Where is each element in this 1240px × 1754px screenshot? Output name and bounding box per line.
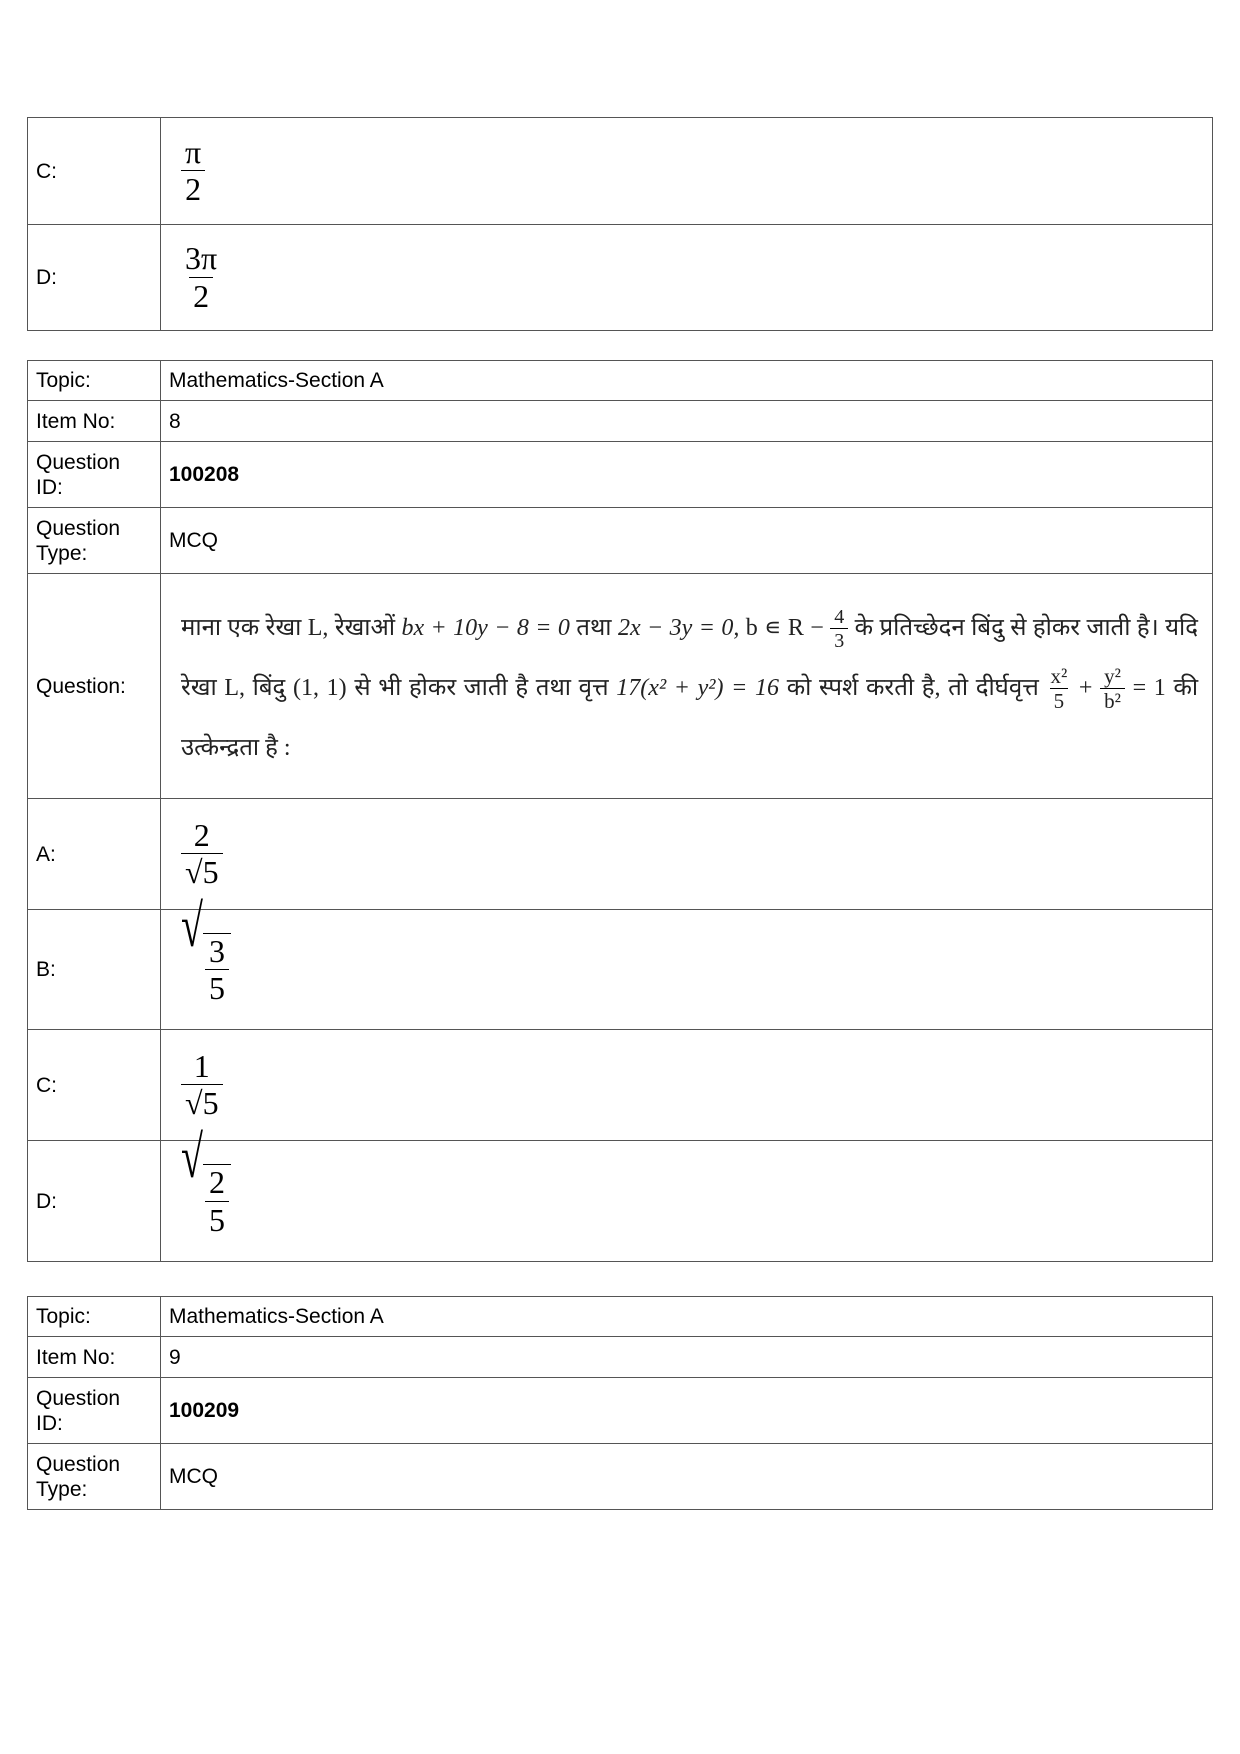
option-value (161, 891, 1213, 1030)
topic-value: Mathematics-Section A (161, 361, 1213, 401)
topic-row (28, 361, 1213, 401)
item-label: Item No: (28, 401, 161, 442)
item-label: Item No: (28, 1337, 161, 1378)
option-row-b (28, 910, 1213, 1030)
question-row (28, 574, 1213, 799)
option-value (161, 799, 1213, 910)
square-root (169, 1123, 231, 1238)
question-id-label: Question ID: (28, 1378, 161, 1444)
set-fraction: $\frac{4}{3}$ (830, 606, 848, 652)
topic-label: Topic: (28, 361, 161, 401)
fraction: $\frac{1}{√5}$ (169, 1049, 223, 1121)
option-row-d (28, 225, 1213, 331)
ellipse-fraction-x: $\frac{\text{x²}}{5}$ (1050, 664, 1068, 714)
fraction: $\frac{2}{√5}$ (169, 818, 223, 890)
option-label: A: (28, 799, 161, 910)
question-id-value: 100209 (161, 1378, 1213, 1444)
fraction: $\frac{3\pi}{2}$ (185, 240, 218, 314)
question-type-row (28, 1444, 1213, 1510)
options-table-prev (27, 117, 1213, 331)
ellipse-fraction-y: $\frac{\text{y²}}{\text{b²}}$ (1100, 665, 1125, 713)
topic-label: Topic: (28, 1297, 161, 1337)
option-label: B: (28, 910, 161, 1030)
question-id-row (28, 442, 1213, 508)
question-type-value: MCQ (161, 1444, 1213, 1510)
question-body (161, 574, 1213, 799)
option-value (161, 1123, 1213, 1262)
question-type-value: MCQ (161, 508, 1213, 574)
question-text: माना एक रेखा L, रेखाओं bx + 10y − 8 = 0 तथा 2x − 3y = 0, b ∊ R − $\frac{4}{3}$ के प्रतिच्छेदन बिंदु से होकर जाती है। यदि रेखा L, बिंदु (1, 1) से भी होकर जाती है तथा वृत्त 17(x² + y²) = 16 को स्पर्श करती है, तो दीर्घवृत्त $\frac{\text{x²}}{5}$ + $\frac{\text{y²}}{\text{b²}}$ = 1 की उत्केन्द्रता है : (181, 606, 1199, 761)
item-value: 9 (161, 1337, 1213, 1378)
option-label: D: (28, 225, 161, 331)
topic-row (28, 1297, 1213, 1337)
question-type-label: Question Type: (28, 1444, 161, 1510)
option-row-d (28, 1141, 1213, 1262)
option-label: D: (28, 1141, 161, 1262)
topic-value: Mathematics-Section A (161, 1297, 1213, 1337)
fraction: $\frac{3}{5}$ (205, 934, 229, 1006)
option-value (161, 118, 1213, 225)
square-root (169, 891, 231, 1006)
option-row-c (28, 118, 1213, 225)
item-row (28, 1337, 1213, 1378)
option-row-c (28, 1030, 1213, 1141)
fraction: $\frac{\pi}{2}$ (169, 135, 205, 207)
question-type-label: Question Type: (28, 508, 161, 574)
option-value (161, 225, 1213, 331)
item-value: 8 (161, 401, 1213, 442)
question-id-label: Question ID: (28, 442, 161, 508)
option-label: C: (28, 118, 161, 225)
fraction: $\frac{2}{5}$ (205, 1165, 229, 1237)
question-9-table (27, 1296, 1213, 1510)
question-id-row (28, 1378, 1213, 1444)
radical-sign: √ (181, 891, 203, 960)
item-row (28, 401, 1213, 442)
option-value (161, 1030, 1213, 1141)
question-8-table (27, 360, 1213, 1262)
question-id-value: 100208 (161, 442, 1213, 508)
option-row-a (28, 799, 1213, 910)
question-type-row (28, 508, 1213, 574)
option-label: C: (28, 1030, 161, 1141)
radical-sign: √ (181, 1123, 203, 1191)
question-label: Question: (28, 574, 161, 799)
